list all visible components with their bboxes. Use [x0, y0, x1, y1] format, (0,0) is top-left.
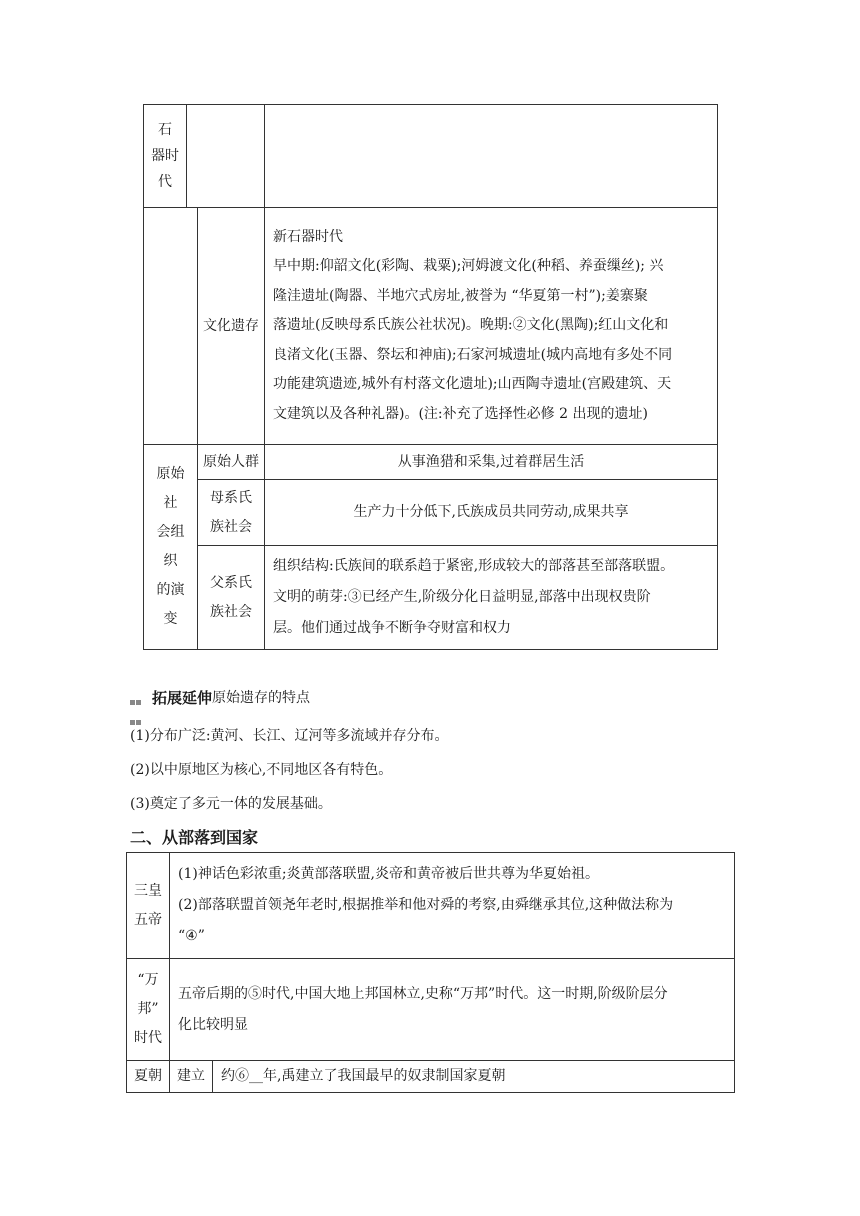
table-row	[144, 480, 718, 546]
empty-cell	[187, 105, 265, 208]
extension-header	[130, 688, 310, 708]
table-row	[127, 959, 735, 1061]
prehistory-table	[143, 104, 718, 650]
table-row	[144, 445, 718, 480]
section-heading: 二、从部落到国家	[130, 828, 259, 847]
grid-icon	[130, 692, 148, 704]
culture-remains-content: 新石器时代 早中期:仰韶文化(彩陶、栽粟);河姆渡文化(种稻、养蚕缫丝); 兴 隆洼遗址(陶器、半地穴式房址,被誉为 “华夏第一村”);姜寨聚 落遗址(反映母系氏族公社状况)。晚期:②文化(黑陶);红山文化和 良渚文化(玉器、祭坛和神庙);石家河城遗址(城内高地有多处不同 功能建筑遗迹,城外有村落文化遗址);山西陶寺遗址(宫殿建筑、天 文建筑以及各种礼器)。(注:补充了选择性必修 2 出现的遗址)	[265, 208, 718, 445]
extension-title: 原始遗存的特点	[212, 690, 311, 706]
primitive-group-content: 从事渔猎和采集,过着群居生活	[265, 445, 718, 480]
three-sovereigns-content: (1)神话色彩浓重;炎黄部落联盟,炎帝和黄帝被后世共尊为华夏始祖。 (2)部落联盟首领尧年老时,根据推举和他对舜的考察,由舜继承其位,这种做法称为 “④”	[170, 853, 735, 959]
table-row	[144, 105, 718, 208]
wanbang-content: 五帝后期的⑤时代,中国大地上邦国林立,史称“万邦”时代。这一时期,阶级阶层分 化比较明显	[170, 959, 735, 1061]
extension-label: 拓展延伸	[152, 689, 213, 707]
culture-remains-label: 文化遗存	[198, 208, 265, 445]
table-row	[127, 853, 735, 959]
extension-item: (3)奠定了多元一体的发展基础。	[130, 796, 332, 812]
three-sovereigns-label: 三皇 五帝	[127, 853, 170, 959]
matriarchal-content: 生产力十分低下,氏族成员共同劳动,成果共享	[265, 480, 718, 546]
table-row	[144, 208, 718, 445]
patriarchal-label: 父系氏 族社会	[198, 546, 265, 650]
xia-content: 约⑥__年,禹建立了我国最早的奴隶制国家夏朝	[213, 1061, 735, 1093]
empty-cell	[265, 105, 718, 208]
social-organization-label: 原始社 会组织 的演变	[144, 445, 198, 650]
xia-establish-label: 建立	[170, 1061, 213, 1093]
wanbang-label: “万 邦” 时代	[127, 959, 170, 1061]
table-row	[144, 546, 718, 650]
table-row	[127, 1061, 735, 1093]
matriarchal-label: 母系氏 族社会	[198, 480, 265, 546]
extension-item: (2)以中原地区为核心,不同地区各有特色。	[130, 762, 393, 778]
tribe-to-state-table	[126, 852, 735, 1093]
empty-cell	[144, 208, 198, 445]
xia-label: 夏朝	[127, 1061, 170, 1093]
stone-age-cell: 石 器时 代	[144, 105, 187, 208]
primitive-group-label: 原始人群	[198, 445, 265, 480]
extension-item: (1)分布广泛:黄河、长江、辽河等多流域并存分布。	[130, 728, 449, 744]
patriarchal-content: 组织结构:氏族间的联系趋于紧密,形成较大的部落甚至部落联盟。 文明的萌芽:③已经产生,阶级分化日益明显,部落中出现权贵阶 层。他们通过战争不断争夺财富和权力	[265, 546, 718, 650]
